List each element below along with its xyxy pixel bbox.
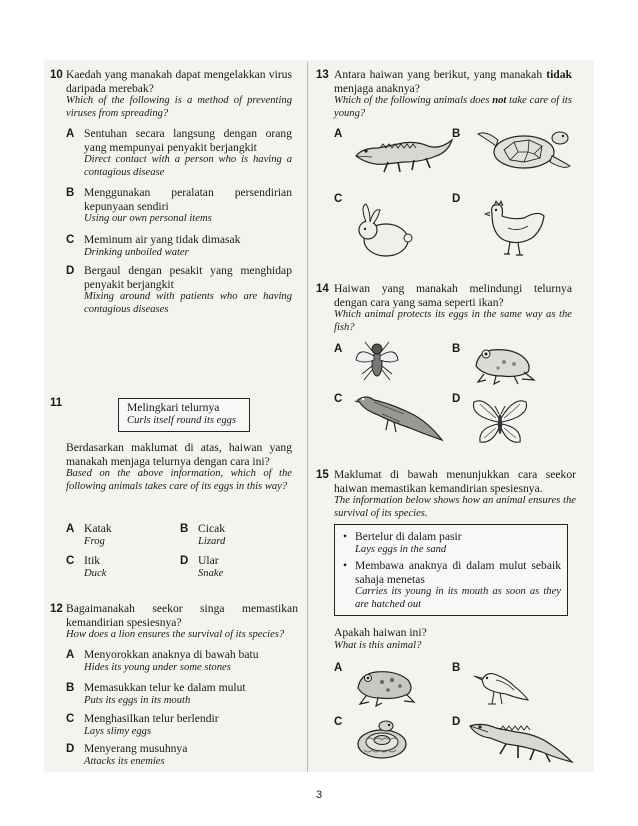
q13-stem-ms	[334, 68, 572, 95]
q14-label-d: D	[452, 393, 461, 405]
butterfly-icon[interactable]	[468, 394, 532, 448]
q12-option-c[interactable]	[84, 712, 294, 738]
q11-option-a-en: Frog	[84, 535, 105, 547]
q10-option-d[interactable]	[84, 264, 292, 316]
q13-stem-en-emphasis: not	[492, 95, 507, 106]
q11-info-box	[118, 398, 250, 432]
q11-option-b-ms: Cicak	[198, 522, 226, 535]
q12-option-d-ms: Menyerang musuhnya	[84, 742, 188, 755]
dove-icon[interactable]	[352, 388, 448, 448]
q13-label-a: A	[334, 128, 343, 140]
q12-option-b[interactable]	[84, 681, 294, 707]
q11-option-a[interactable]	[84, 522, 174, 548]
q12-option-d-en: Attacks its enemies	[84, 755, 165, 767]
q13-stem-ms-part2: menjaga anaknya?	[334, 81, 420, 95]
q11-number: 11	[50, 397, 63, 409]
q12-option-d[interactable]	[84, 742, 294, 768]
q15-stem	[334, 468, 576, 520]
q11-option-a-letter: A	[66, 523, 75, 535]
crocodile-icon[interactable]	[466, 708, 576, 766]
q15-bullet-2	[355, 559, 561, 611]
q10-option-b[interactable]	[84, 186, 292, 226]
q10-option-b-ms: Menggunakan peralatan persendirian kepunyaan sendiri	[84, 186, 292, 213]
snake-icon[interactable]	[352, 714, 412, 762]
q14-stem	[334, 282, 572, 334]
q10-option-d-en: Mixing around with patients who are having contagious diseases	[84, 291, 292, 315]
q10-option-a-ms: Sentuhan secara langsung dengan orang yang mempunyai penyakit berjangkit	[84, 127, 292, 154]
q10-stem	[66, 68, 292, 120]
q10-option-a-letter: A	[66, 128, 75, 140]
q11-option-a-ms: Katak	[84, 522, 112, 535]
q13-label-c: C	[334, 193, 343, 205]
q15-stem-ms: Maklumat di bawah menunjukkan cara seekor haiwan memastikan kemandirian spesiesnya.	[334, 468, 576, 495]
crocodile-icon[interactable]	[352, 126, 456, 176]
q14-label-b: B	[452, 343, 461, 355]
page-number: 3	[315, 789, 323, 801]
q12-number: 12	[50, 603, 63, 615]
q11-option-b-en: Lizard	[198, 535, 226, 547]
q11-box-en: Curls itself round its eggs	[127, 415, 237, 426]
toad-icon[interactable]	[352, 664, 418, 708]
q12-option-a[interactable]	[84, 648, 294, 674]
q12-option-c-ms: Menghasilkan telur berlendir	[84, 712, 219, 725]
q12-option-d-letter: D	[66, 743, 75, 755]
q14-stem-en: Which animal protects its eggs in the same way as the fish?	[334, 309, 572, 333]
q15-label-c: C	[334, 716, 343, 728]
q10-stem-en: Which of the following is a method of preventing viruses from spreading?	[66, 95, 292, 119]
q15-bullet-2-dot: •	[343, 559, 348, 572]
turtle-icon[interactable]	[474, 122, 574, 178]
q11-option-d[interactable]	[198, 554, 288, 580]
q13-stem	[334, 68, 572, 120]
q11-option-c-ms: Itik	[84, 554, 101, 567]
q12-option-c-letter: C	[66, 713, 75, 725]
q12-option-a-letter: A	[66, 649, 75, 661]
q14-stem-ms: Haiwan yang manakah melindungi telurnya dengan cara yang sama seperti ikan?	[334, 282, 572, 309]
q15-label-a: A	[334, 662, 343, 674]
q12-stem-en: How does a lion ensures the survival of its species?	[66, 629, 285, 640]
q10-option-a-en: Direct contact with a person who is having a contagious disease	[84, 154, 292, 178]
q10-option-c-en: Drinking unboiled water	[84, 246, 189, 258]
q14-label-c: C	[334, 393, 343, 405]
q15-number: 15	[316, 469, 329, 481]
q11-option-d-ms: Ular	[198, 554, 219, 567]
q15-ask-ms: Apakah haiwan ini?	[334, 626, 427, 639]
q11-option-c-letter: C	[66, 555, 75, 567]
rabbit-icon[interactable]	[352, 200, 420, 260]
q15-bullet-1-ms: Bertelur di dalam pasir	[355, 530, 462, 543]
q11-option-d-letter: D	[180, 555, 189, 567]
q14-number: 14	[316, 283, 329, 295]
q10-option-c[interactable]	[84, 233, 292, 259]
q15-label-d: D	[452, 716, 461, 728]
q13-stem-ms-part1: Antara haiwan yang berikut, yang manakah	[334, 68, 543, 81]
q11-stem-ms: Berdasarkan maklumat di atas, haiwan yang manakah menjaga telurnya dengan cara ini?	[66, 441, 292, 468]
q10-option-d-letter: D	[66, 265, 75, 277]
q15-bullet-2-ms: Membawa anaknya di dalam mulut sebaik sahaja menetas	[355, 559, 561, 586]
q10-option-b-letter: B	[66, 187, 75, 199]
q15-bullet-1-en: Lays eggs in the sand	[355, 543, 447, 555]
q15-stem-en: The information below shows how an animal ensures the survival of its species.	[334, 495, 576, 519]
q13-label-b: B	[452, 128, 461, 140]
q11-stem	[66, 441, 292, 493]
q11-option-c[interactable]	[84, 554, 174, 580]
hen-icon[interactable]	[478, 196, 550, 260]
q13-stem-en-part2: take care of its young?	[334, 95, 572, 119]
column-divider	[307, 62, 308, 772]
q15-ask	[334, 626, 534, 652]
q10-option-c-ms: Meminum air yang tidak dimasak	[84, 233, 241, 246]
q15-bullet-1-dot: •	[343, 530, 348, 543]
bird-icon[interactable]	[472, 660, 530, 710]
q12-option-b-ms: Memasukkan telur ke dalam mulut	[84, 681, 246, 694]
q11-option-c-en: Duck	[84, 567, 107, 579]
q15-ask-en: What is this animal?	[334, 639, 422, 651]
q12-option-b-letter: B	[66, 682, 75, 694]
q15-bullet-1	[355, 530, 559, 556]
q11-option-b[interactable]	[198, 522, 288, 548]
q10-option-a[interactable]	[84, 127, 292, 179]
q12-stem-ms: Bagaimanakah seekor singa memastikan kemandirian spesiesnya?	[66, 602, 298, 629]
q11-stem-en: Based on the above information, which of the following animals takes care of its eggs in this way?	[66, 468, 292, 492]
q12-option-a-en: Hides its young under some stones	[84, 661, 231, 673]
q15-label-b: B	[452, 662, 461, 674]
q11-box-ms: Melingkari telurnya	[127, 401, 220, 414]
q13-number: 13	[316, 69, 329, 81]
q13-label-d: D	[452, 193, 461, 205]
q12-option-a-ms: Menyorokkan anaknya di bawah batu	[84, 648, 259, 661]
q10-option-c-letter: C	[66, 234, 75, 246]
q14-label-a: A	[334, 343, 343, 355]
q13-stem-en	[334, 95, 572, 120]
q15-info-box	[334, 524, 568, 616]
q13-stem-en-part1: Which of the following animals does	[334, 95, 490, 106]
q11-option-b-letter: B	[180, 523, 189, 535]
q13-stem-ms-emphasis: tidak	[546, 68, 572, 81]
q10-option-b-en: Using our own personal items	[84, 213, 212, 224]
fly-icon[interactable]	[352, 336, 402, 384]
q11-option-d-en: Snake	[198, 567, 224, 579]
q12-option-c-en: Lays slimy eggs	[84, 725, 152, 737]
q12-stem	[66, 602, 298, 642]
q10-number: 10	[50, 69, 63, 81]
q15-bullet-2-en: Carries its young in its mouth as soon as they are hatched out	[355, 586, 561, 610]
q10-option-d-ms: Bergaul dengan pesakit yang menghidap penyakit berjangkit	[84, 264, 292, 291]
frog-icon[interactable]	[468, 340, 540, 386]
q10-stem-ms: Kaedah yang manakah dapat mengelakkan virus daripada merebak?	[66, 68, 292, 95]
q12-option-b-en: Puts its eggs in its mouth	[84, 694, 191, 706]
